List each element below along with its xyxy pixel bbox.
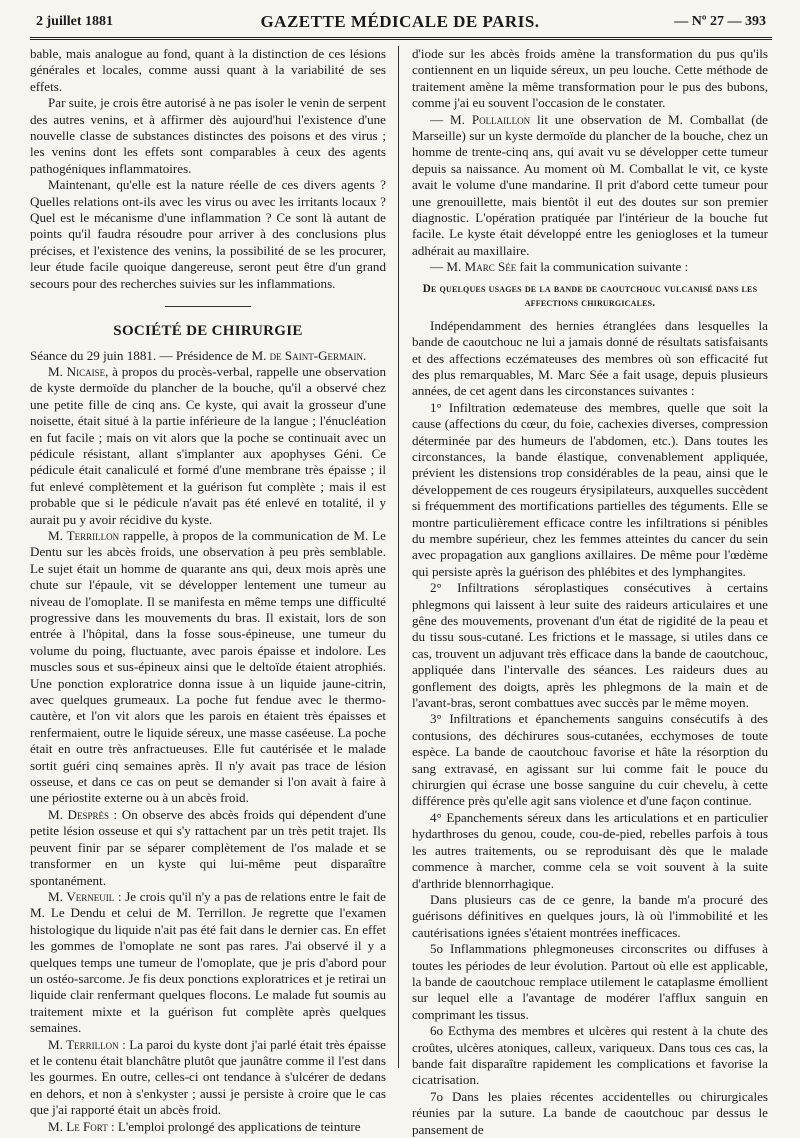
speaker-name: M. Terrillon: [48, 527, 120, 543]
paragraph: [412, 259, 768, 275]
paragraph: bable, mais analogue au fond, quant à la distinction de ces lésions générales et locales, comme aussi quant à la variabilité de ses effets.: [30, 46, 386, 94]
paragraph: [412, 112, 768, 260]
paragraph: Indépendamment des hernies étranglées dans lesquelles la bande de caoutchouc ne lui a jamais donné de résultats satisfaisants et des affections eczémateuses des membres où son efficacité fut des plus remarquables, M. Marc Sée a fait usage, depuis plusieurs années, de cet agent dans les circonstances suivantes :: [412, 317, 768, 399]
list-item: 5o Inflammations phlegmoneuses circonscrites ou diffuses à toutes les périodes de leur évolution. Partout où elle est applicable, la bande de caoutchouc remplace utilement le cataplasme émollient sur lequel elle a l'avantage de modérer l'afflux sanguin en comprimant les tissus.: [412, 941, 768, 1022]
paragraph: Dans plusieurs cas de ce genre, la bande m'a procuré des guérisons définitives en quelques jours, là où l'immobilité et les cautérisations ignées s'étaient montrées inefficaces.: [412, 891, 768, 940]
speaker-name: M. Le Fort: [48, 1118, 108, 1134]
speaker-name: M. Desprès: [48, 806, 109, 822]
left-column: [30, 46, 386, 1134]
paragraph: Maintenant, qu'elle est la nature réelle de ces divers agents ? Quelles relations ont-ils avec les virus ou avec les irritants locaux ? Quel est le mécanisme d'une inflammation ? Ce sont là autant de points qu'il faudra résoudre pour arriver à des conclusions plus précises, et l'existence des venins, la possibilité de se les procurer, leur étude facile quoique dangereuse, seront peut être d'un grand secours pour des recherches suivies sur les inflammations.: [30, 177, 386, 291]
header-date: 2 juillet 1881: [36, 14, 113, 29]
speaker-name: M. Verneuil: [48, 888, 115, 904]
header-rule: [30, 37, 772, 40]
speaker-name: — M. Marc Sée: [430, 259, 517, 275]
journal-title: GAZETTE MÉDICALE DE PARIS.: [260, 12, 540, 31]
seance-text: Séance du 29 juin 1881. — Présidence de M.: [30, 347, 267, 363]
paragraph: [30, 1119, 386, 1135]
paragraph: [30, 364, 386, 528]
list-item: 6o Ecthyma des membres et ulcères qui restent à la chute des croûtes, ulcères atoniques, calleux, variqueux. Dans tous ces cas, la bande fait disparaître rapidement les complications et favorise la cicatrisation.: [412, 1023, 768, 1088]
speaker-text: rappelle, à propos de la communication de M. Le Dentu sur les abcès froids, une observation à peu près semblable. Le sujet était un homme de quarante ans qui, deux mois après une chute sur l'épaule, vit se développer lentement une tumeur au niveau de l'omoplate. Il se manifesta en même temps une difficulté progressive dans les mouvements du bras. Il existait, lors de son entrée à l'hôpital, dans la fosse sous-épineuse, une tumeur du volume du poing, fluctuante, avec parois épaisse et indolore. Les muscles sous et sus-épineux ainsi que le deltoïde étaient atrophiés. Une ponction exploratrice donna issue à un liquide jaune-citrin, avec quelques grumeaux. La poche fut fendue avec le thermo-cautère, et l'on vit alors que les parois en étaient très épaisses et renfermaient, outre le liquide séreux, une masse caséeuse. La poche était en outre très anfractueuses. Elle fut cautérisée et le malade sortit guéri cinq semaines après. Il n'y avait pas trace de lésion osseuse, et dans ce cas on peut se demander si l'on avait à faire à une périostite externe ou à un abcès froid.: [30, 527, 386, 806]
column-divider: [398, 46, 399, 1068]
paragraph: [30, 807, 386, 889]
list-item: 7o Dans les plaies récentes accidentelles ou chirurgicales réunies par la suture. La bande de caoutchouc par dessus le pansement de: [412, 1088, 768, 1137]
speaker-name: M. Terrillon: [48, 1036, 119, 1052]
paragraph: Par suite, je crois être autorisé à ne pas isoler le venin de serpent des autres venins, et à affirmer dès aujourd'hui l'existence d'une nouvelle classe de substances distinctes des poisons et des virus ; les venins dont les effets sont comparables à ceux des agents pathogéniques inflammatoires.: [30, 95, 386, 176]
speaker-text: lit une observation de M. Comballat (de Marseille) sur un kyste dermoïde du plancher de la bouche, chez un homme de trente-cinq ans, qui avait vu se développer cette tumeur depuis sa naissance. Au moment où M. Comballat le vit, ce kyste avait le volume d'une mandarine. Il prit d'abord cette tumeur pour une grenouillette, mais bientôt il eut des doutes sur son premier diagnostic. L'opération pratiquée par l'intérieur de la bouche fut facile. Le kyste était développé entre les geniogloses et la tumeur adhérait au maxillaire.: [412, 111, 768, 258]
list-item: 2° Infiltrations séroplastiques consécutives à certains phlegmons qui laissent à leur suite des raideurs articulaires et une gêne des mouvements, provenant d'un état de rigidité de la peau et du tissu sous-cutané. Les frictions et le massage, si utiles dans ce cas, trouvent un adjuvant très efficace dans la bande de caoutchouc, appliquée dans l'intervalle des séances. Les raideurs dues au gonflement des doigts, après les phlegmons de la main et de l'avant-bras, seront combattues avec succès par le même moyen.: [412, 580, 768, 711]
speaker-name: — M. Pollaillon: [430, 111, 531, 127]
paragraph: [30, 889, 386, 1037]
page-header: [30, 10, 770, 34]
speaker-text: : La paroi du kyste dont j'ai parlé était très épaisse et le contenu était blanchâtre plutôt que jaunâtre comme il l'est dans les gourmes. En outre, celles-ci ont tendance à s'ulcérer de dedans en dehors, et non à s'enkyster ; aussi je persiste à croire que le cas que j'ai rapporté était un abcès froid.: [30, 1036, 386, 1118]
speaker-text: , à propos du procès-verbal, rappelle une observation de kyste dermoïde du plancher de la bouche, qu'il a observé chez une petite fille de cinq ans. Ce kyste, qui avait la grosseur d'une noisette, était situé à la partie inférieure de la langue ; l'énucléation en fut facile ; mais on vit alors que la poche se continuait avec un pédicule résistant, allant s'implanter aux apophyses Géni. Ce pédicule était canaliculé et formé d'une membrane très épaisse ; il fut enlevé complètement et la guérison fut complète ; mais il est probable que si le pédicule n'avait pas été enlevé en totalité, il y aurait pu y avoir récidive du kyste.: [30, 363, 386, 527]
seance-line: [30, 348, 386, 364]
list-item: 3° Infiltrations et épanchements sanguins consécutifs à des contusions, des déchirures sous-cutanées, ecchymoses de toute espèce. La bande de caoutchouc favorise et hâte la résorption du sang extravasé, en agissant sur lui comme fait le pouce du chirurgien qui écrase une bosse sanguine du cuir chevelu, à cette différence près qu'elle agit sans violence et d'une façon continue.: [412, 711, 768, 809]
speaker-text: : On observe des abcès froids qui dépendent d'une petite lésion osseuse et qui s'y rattachent par un très petit trajet. Ils peuvent finir par se séparer complètement de l'os malade et se transformer en un kyste qui lui-même peut disparaître spontanément.: [30, 806, 386, 888]
speaker-text: : Je crois qu'il n'y a pas de relations entre le fait de M. Le Dendu et celui de M. Terrillon. Je regrette que l'examen histologique du liquide n'ait pas été fait dans le dernier cas. En effet les gommes de l'omoplate ne sont pas rares. J'ai observé il y a quelques temps une tumeur de l'omoplate, que je pris d'abord pour un ostéo-sarcome. Je fis deux ponctions exploratrices et je retirai un liquide clair renfermant quelques flocons. Le malade fut soumis au traitement mixte et la guérison fut complète après quelques semaines.: [30, 888, 386, 1036]
speaker-text: fait la communication suivante :: [516, 259, 689, 275]
section-separator: [165, 306, 251, 307]
paragraph: [30, 528, 386, 807]
list-item: 4° Epanchements séreux dans les articulations et en particulier hydarthroses du genou, coude, cou-de-pied, rebelles parfois à tous les autres traitements, ou se reproduisant dès que le malade commence à marcher, comme cela se voit souvent à la suite d'arthride blennorrhagique.: [412, 809, 768, 891]
section-title: SOCIÉTÉ DE CHIRURGIE: [113, 323, 303, 340]
right-column: [412, 46, 768, 1137]
paragraph: [30, 1037, 386, 1119]
list-item: 1° Infiltration œdemateuse des membres, quelle que soit la cause (affections du cœur, du foie, cachexies diverses, compression déterminée par des humeurs de l'abdomen, etc.). Dans toutes les circonstances, la bande élastique, convenablement appliquée, prévient les distensions trop considérables de la peau, ainsi que le développement de ces rougeurs érysipilateurs, auxquelles succèdent si fréquemment des mortifications partielles des téguments. Elle se montre particulièrement efficace contre les infiltrations si pénibles du membre supérieur, chez les femmes atteintes du cancer du sein avec propagation aux ganglions axillaires. De même pour l'œdème qui persiste après la guérison des phlébites et des lymphangites.: [412, 399, 768, 579]
president-name: de Saint-Germain.: [269, 347, 367, 363]
paragraph: d'iode sur les abcès froids amène la transformation du pus qu'ils contiennent en un liquide séreux, un peu louche. Cette méthode de traitement amène la même transformation pour le pus des bubons, comme j'ai eu souvent l'occasion de le constater.: [412, 46, 768, 111]
issue-page-number: — Nº 27 — 393: [674, 14, 766, 29]
speaker-name: M. Nicaise: [48, 363, 106, 379]
communication-title: De quelques usages de la bande de caoutchouc vulcanisé dans les affections chirurgicales.: [422, 282, 758, 309]
speaker-text: : L'emploi prolongé des applications de teinture: [107, 1118, 361, 1134]
